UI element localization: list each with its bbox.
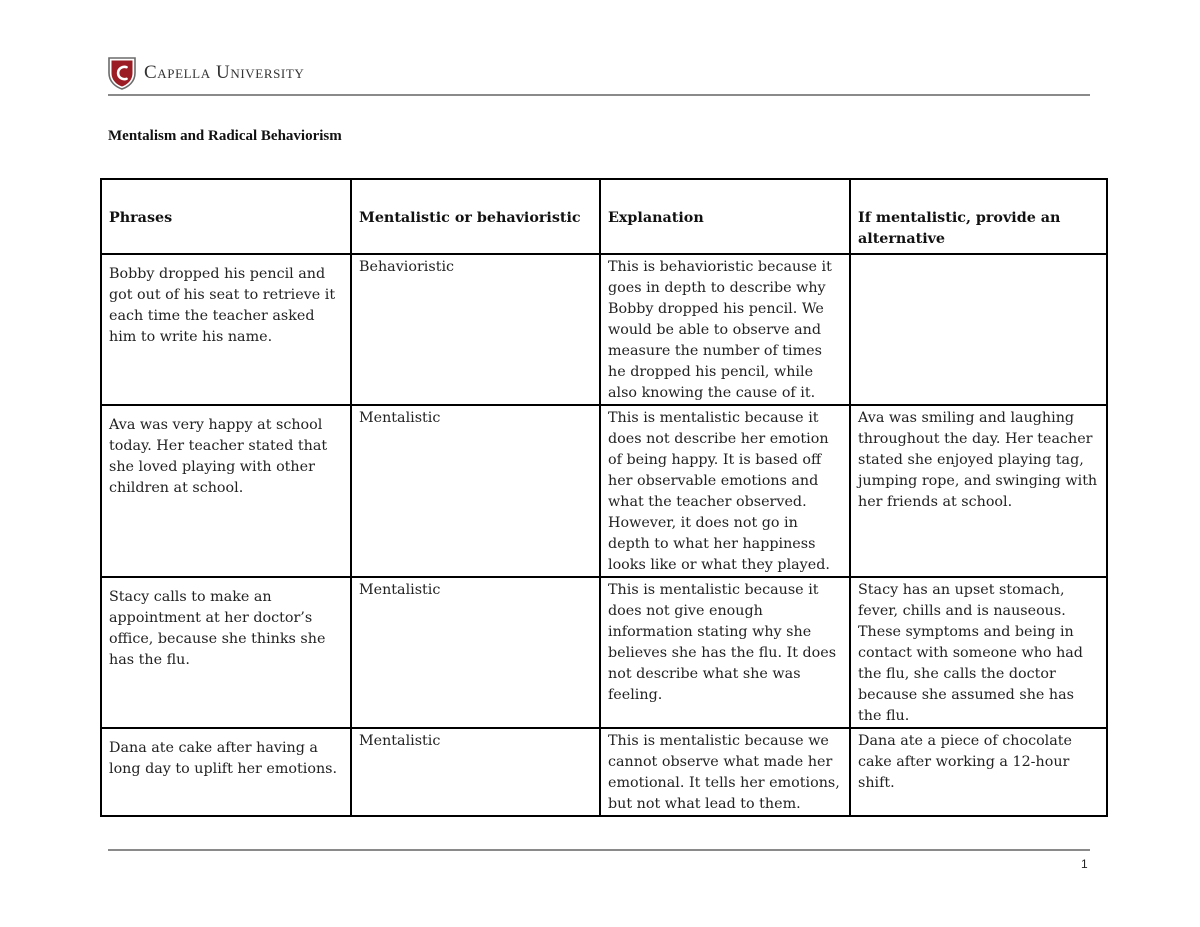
footer-divider xyxy=(108,849,1090,851)
page-number: 1 xyxy=(1081,857,1088,871)
explanation-cell: This is behavioristic because it goes in depth to describe why Bobby dropped his pencil. We would be able to observe and measure the number of times he dropped his pencil, while also knowing the cause of it. xyxy=(600,254,850,405)
column-header-phrases: Phrases xyxy=(101,179,351,254)
phrase-cell: Ava was very happy at school today. Her teacher stated that she loved playing with other children at school. xyxy=(101,405,351,577)
page-header xyxy=(108,55,304,91)
document-title: Mentalism and Radical Behaviorism xyxy=(108,128,342,144)
alternative-cell xyxy=(850,254,1107,405)
explanation-cell: This is mentalistic because it does not describe her emotion of being happy. It is based off her observable emotions and what the teacher observed. However, it does not go in depth to what her happiness looks like or what they played. xyxy=(600,405,850,577)
alternative-cell: Dana ate a piece of chocolate cake after working a 12-hour shift. xyxy=(850,728,1107,816)
classification-cell: Mentalistic xyxy=(351,728,600,816)
table-row xyxy=(101,577,1107,728)
table-row xyxy=(101,254,1107,405)
phrase-cell: Stacy calls to make an appointment at her doctor’s office, because she thinks she has the flu. xyxy=(101,577,351,728)
classification-cell: Behavioristic xyxy=(351,254,600,405)
explanation-cell: This is mentalistic because we cannot observe what made her emotional. It tells her emotions, but not what lead to them. xyxy=(600,728,850,816)
table-row xyxy=(101,405,1107,577)
column-header-explanation: Explanation xyxy=(600,179,850,254)
alternative-cell: Stacy has an upset stomach, fever, chills and is nauseous. These symptoms and being in contact with someone who had the flu, she calls the doctor because she assumed she has the flu. xyxy=(850,577,1107,728)
classification-cell: Mentalistic xyxy=(351,405,600,577)
explanation-cell: This is mentalistic because it does not give enough information stating why she believes she has the flu. It does not describe what she was feeling. xyxy=(600,577,850,728)
classification-cell: Mentalistic xyxy=(351,577,600,728)
phrase-cell: Dana ate cake after having a long day to uplift her emotions. xyxy=(101,728,351,816)
phrase-cell: Bobby dropped his pencil and got out of his seat to retrieve it each time the teacher asked him to write his name. xyxy=(101,254,351,405)
university-wordmark: Capella University xyxy=(144,62,305,83)
table-row xyxy=(101,728,1107,816)
header-divider xyxy=(108,94,1090,96)
table-header-row xyxy=(101,179,1107,254)
column-header-classification: Mentalistic or behavioristic xyxy=(351,179,600,254)
alternative-cell: Ava was smiling and laughing throughout the day. Her teacher stated she enjoyed playing tag, jumping rope, and swinging with her friends at school. xyxy=(850,405,1107,577)
phrases-table xyxy=(100,178,1108,817)
column-header-alternative: If mentalistic, provide an alternative xyxy=(850,179,1107,254)
capella-crest-icon xyxy=(108,56,136,90)
